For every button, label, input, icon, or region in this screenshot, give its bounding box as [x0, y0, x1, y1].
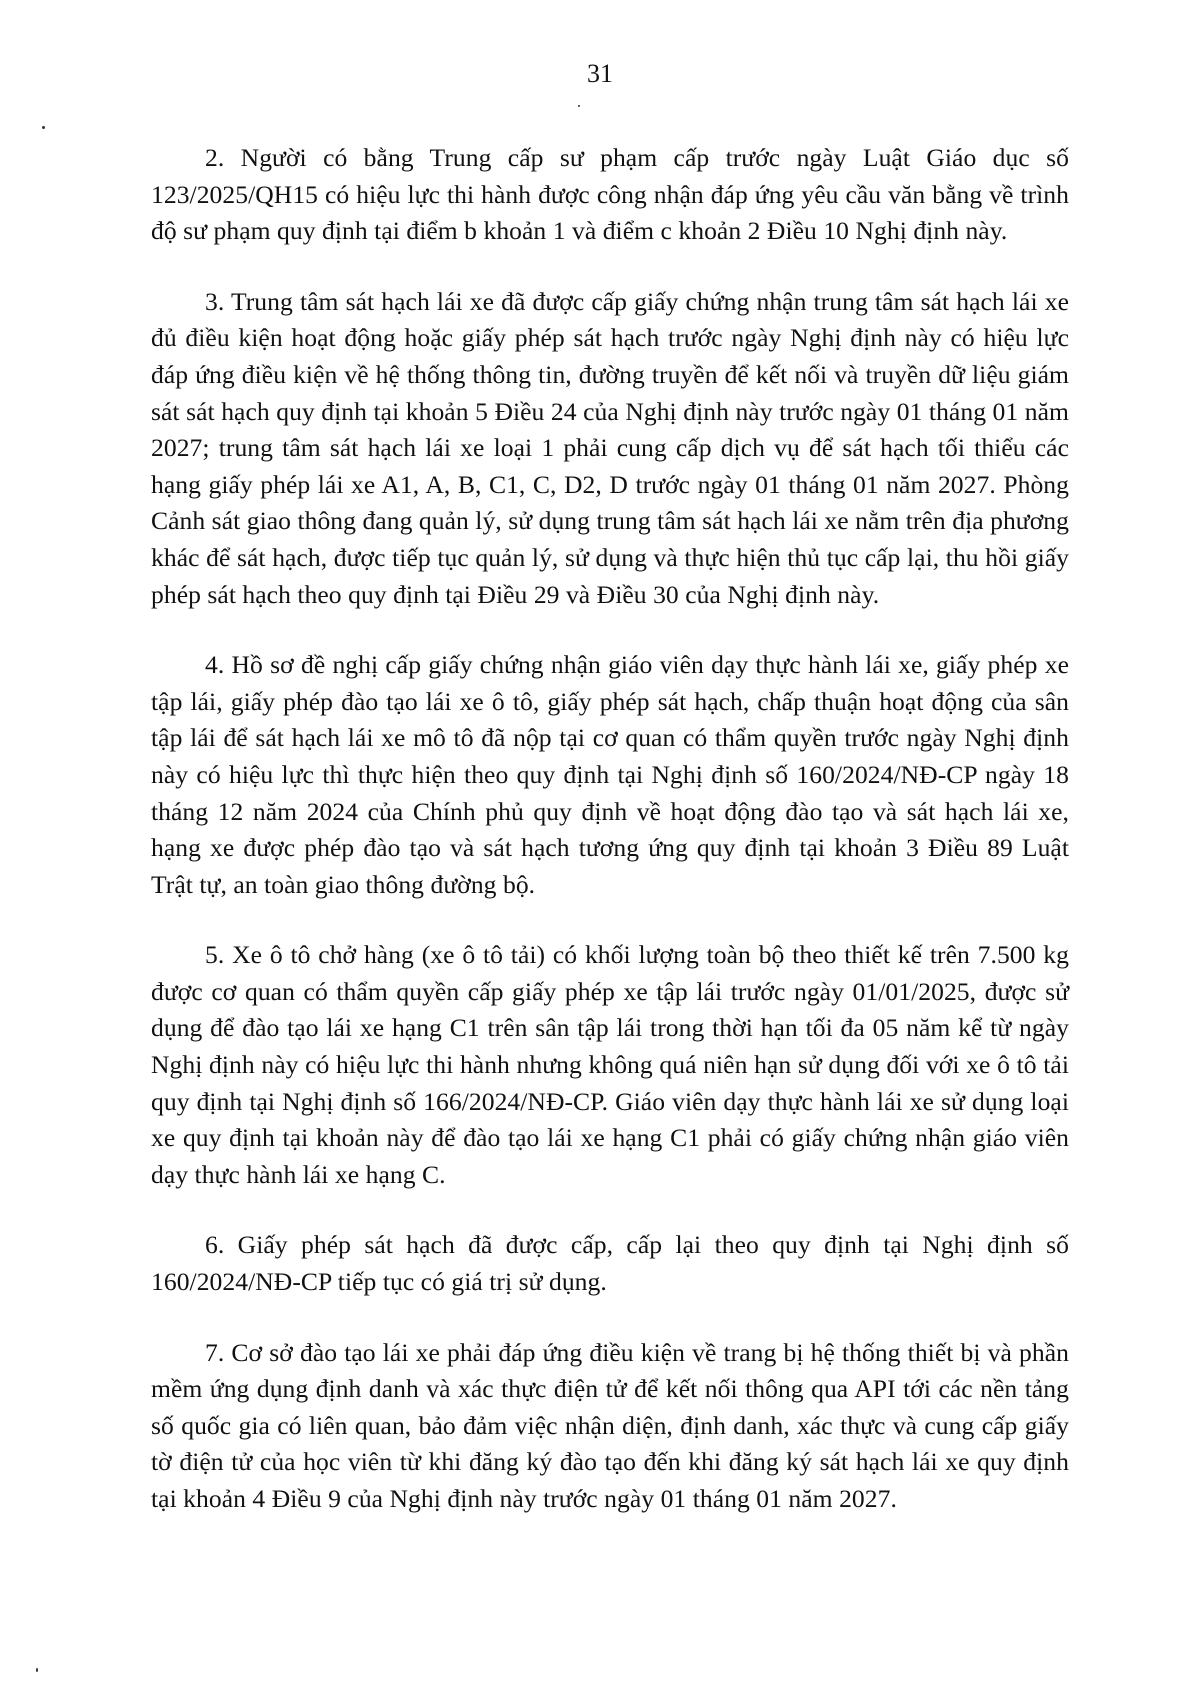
paragraph-clause-6: 6. Giấy phép sát hạch đã được cấp, cấp lại theo quy định tại Nghị định số 160/2024/NĐ-CP tiếp tục có giá trị sử dụng. — [151, 1230, 1069, 1297]
scan-speck — [42, 126, 45, 129]
page-number: 31 — [587, 59, 613, 88]
paragraph-clause-2: 2. Người có bằng Trung cấp sư phạm cấp trước ngày Luật Giáo dục số 123/2025/QH15 có hiệu lực thi hành được công nhận đáp ứng yêu cầu văn bằng về trình độ sư phạm quy định tại điểm b khoản 1 và điểm c khoản 2 Điều 10 Nghị định này. — [151, 143, 1069, 246]
paragraph-clause-5: 5. Xe ô tô chở hàng (xe ô tô tải) có khối lượng toàn bộ theo thiết kế trên 7.500 kg được cơ quan có thẩm quyền cấp giấy phép xe tập lái trước ngày 01/01/2025, được sử dụng để đào tạo lái xe hạng C1 trên sân tập lái trong thời hạn tối đa 05 năm kể từ ngày Nghị định này có hiệu lực thi hành nhưng không quá niên hạn sử dụng đối với xe ô tô tải quy định tại Nghị định số 166/2024/NĐ-CP. Giáo viên dạy thực hành lái xe sử dụng loại xe quy định tại khoản này để đào tạo lái xe hạng C1 phải có giấy chứng nhận giáo viên dạy thực hành lái xe hạng C. — [151, 940, 1069, 1189]
scan-speck — [36, 1668, 38, 1672]
document-body — [151, 140, 1069, 1518]
paragraph-clause-4: 4. Hồ sơ đề nghị cấp giấy chứng nhận giáo viên dạy thực hành lái xe, giấy phép xe tập lái, giấy phép đào tạo lái xe ô tô, giấy phép sát hạch, chấp thuận hoạt động của sân tập lái để sát hạch lái xe mô tô đã nộp tại cơ quan có thẩm quyền trước ngày Nghị định này có hiệu lực thì thực hiện theo quy định tại Nghị định số 160/2024/NĐ-CP ngày 18 tháng 12 năm 2024 của Chính phủ quy định về hoạt động đào tạo và sát hạch lái xe, hạng xe được phép đào tạo và sát hạch tương ứng quy định tại khoản 3 Điều 89 Luật Trật tự, an toàn giao thông đường bộ. — [151, 650, 1069, 899]
paragraph-clause-3: 3. Trung tâm sát hạch lái xe đã được cấp giấy chứng nhận trung tâm sát hạch lái xe đủ điều kiện hoạt động hoặc giấy phép sát hạch trước ngày Nghị định này có hiệu lực đáp ứng điều kiện về hệ thống thông tin, đường truyền để kết nối và truyền dữ liệu giám sát sát hạch quy định tại khoản 5 Điều 24 của Nghị định này trước ngày 01 tháng 01 năm 2027; trung tâm sát hạch lái xe loại 1 phải cung cấp dịch vụ để sát hạch tối thiểu các hạng giấy phép lái xe A1, A, B, C1, C, D2, D trước ngày 01 tháng 01 năm 2027. Phòng Cảnh sát giao thông đang quản lý, sử dụng trung tâm sát hạch lái xe nằm trên địa phương khác để sát hạch, được tiếp tục quản lý, sử dụng và thực hiện thủ tục cấp lại, thu hồi giấy phép sát hạch theo quy định tại Điều 29 và Điều 30 của Nghị định này. — [151, 286, 1069, 609]
scan-speck — [578, 105, 580, 107]
paragraph-clause-7: 7. Cơ sở đào tạo lái xe phải đáp ứng điều kiện về trang bị hệ thống thiết bị và phần mềm ứng dụng định danh và xác thực điện tử để kết nối thông qua API tới các nền tảng số quốc gia có liên quan, bảo đảm việc nhận diện, định danh, xác thực và cung cấp giấy tờ điện tử của học viên từ khi đăng ký đào tạo đến khi đăng ký sát hạch lái xe quy định tại khoản 4 Điều 9 của Nghị định này trước ngày 01 tháng 01 năm 2027. — [151, 1337, 1069, 1513]
